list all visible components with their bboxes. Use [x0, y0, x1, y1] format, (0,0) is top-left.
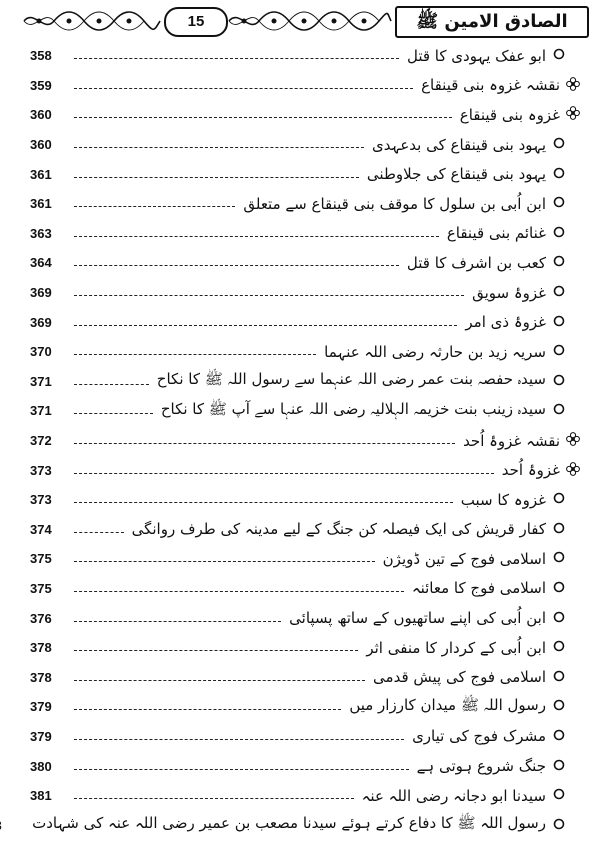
toc-entry-title: نقشہ غزوہ بنی قینقاع [421, 76, 560, 95]
hollow-circle-icon [550, 403, 568, 418]
hollow-circle-icon [550, 759, 568, 774]
toc-entry-title: اسلامی فوج کا معائنہ [411, 579, 546, 598]
toc-row [30, 396, 582, 426]
hollow-circle-icon [550, 670, 568, 685]
toc-entry-title: سریہ زید بن حارثہ رضی اللہ عنہما [324, 342, 546, 361]
toc-row [30, 219, 582, 249]
toc-entry-page: 373 [30, 492, 52, 508]
dotted-leader [74, 709, 341, 710]
toc-entry-title: ابن اُبی کے کردار کا منفی اثر [366, 638, 546, 657]
toc-entry-page: 359 [30, 77, 52, 93]
toc-entry-title: کفار قریش کی ایک فیصلہ کن جنگ کے لیے مدینہ کی طرف روانگی [131, 520, 546, 539]
toc-entry-page: 370 [30, 344, 52, 360]
dotted-leader [74, 147, 364, 148]
hollow-circle-icon [550, 226, 568, 241]
toc-entry-page: 371 [30, 373, 52, 389]
toc-entry-page: 381 [30, 788, 52, 804]
dotted-leader [74, 502, 453, 503]
dotted-leader [74, 295, 464, 296]
hollow-circle-icon [550, 344, 568, 359]
dotted-leader [74, 591, 404, 592]
book-title: الصادق الامین ﷺ [395, 6, 589, 38]
toc-entry-page: 369 [30, 314, 52, 330]
page-header [22, 6, 588, 36]
toc-entry-page: 358 [30, 48, 52, 64]
dotted-leader [74, 413, 153, 414]
dotted-leader [74, 532, 124, 533]
toc-entry-title: یہود بنی قینقاع کی جلاوطنی [366, 165, 546, 184]
hollow-circle-icon [550, 611, 568, 626]
toc-entry-title: سیدنا ابو دجانہ رضی اللہ عنہ [361, 786, 546, 805]
toc-row [30, 662, 582, 692]
toc-row [30, 426, 582, 456]
flower-icon [564, 462, 582, 479]
dotted-leader [74, 798, 354, 799]
hollow-circle-icon [550, 285, 568, 300]
toc-entry-title: غزوہ کا سبب [460, 490, 546, 509]
toc-entry-page: 375 [30, 580, 52, 596]
dotted-leader [74, 473, 494, 474]
hollow-circle-icon [550, 167, 568, 182]
toc-row [30, 810, 582, 840]
toc-entry-title: یہود بنی قینقاع کی بدعہدی [371, 135, 546, 154]
toc-entry-title: مشرک فوج کی تیاری [412, 727, 546, 746]
toc-row [30, 692, 582, 722]
toc-row [30, 455, 582, 485]
toc-row [30, 337, 582, 367]
toc-row [30, 130, 582, 160]
hollow-circle-icon [550, 581, 568, 596]
toc-entry-page [0, 818, 20, 833]
dotted-leader [74, 384, 149, 385]
toc-entry-title: اسلامی فوج کے تین ڈویژن [382, 549, 546, 568]
toc-entry-title: اسلامی فوج کی پیش قدمی [373, 668, 546, 687]
toc-entry-page: 379 [30, 699, 52, 715]
toc-row [30, 633, 582, 663]
toc-row [30, 367, 582, 397]
dotted-leader [74, 443, 455, 444]
toc-entry-title: ابو عفک یہودی کا قتل [406, 46, 546, 65]
flower-icon [564, 432, 582, 449]
toc-entry-title: غنائم بنی قینقاع [446, 224, 546, 243]
toc-row [30, 41, 582, 71]
toc-entry-page: 371 [30, 403, 52, 419]
toc-entry-title: کعب بن اشرف کا قتل [406, 253, 546, 272]
table-of-contents [30, 41, 582, 840]
toc-entry-page: 364 [30, 255, 52, 271]
dotted-leader [74, 561, 375, 562]
hollow-circle-icon [550, 551, 568, 566]
hollow-circle-icon [550, 522, 568, 537]
hollow-circle-icon [550, 196, 568, 211]
toc-row [30, 189, 582, 219]
hollow-circle-icon [550, 255, 568, 270]
hollow-circle-icon [550, 818, 568, 833]
toc-row [30, 722, 582, 752]
toc-entry-page: 372 [30, 433, 52, 449]
toc-entry-page: 379 [30, 728, 52, 744]
dotted-leader [74, 650, 358, 651]
toc-entry-page: 378 [30, 640, 52, 656]
dotted-leader [74, 236, 439, 237]
toc-entry-title: ابن اُبی بن سلول کا موقف بنی قینقاع سے متعلق [243, 194, 546, 213]
toc-entry-page: 361 [30, 196, 52, 212]
hollow-circle-icon [550, 729, 568, 744]
toc-entry-page: 376 [30, 610, 52, 626]
page-number: 15 [164, 7, 228, 37]
dotted-leader [74, 206, 235, 207]
dotted-leader [74, 117, 452, 118]
toc-entry-page: 375 [30, 551, 52, 567]
toc-row [30, 544, 582, 574]
hollow-circle-icon [550, 48, 568, 63]
hollow-circle-icon [550, 492, 568, 507]
hollow-circle-icon [550, 137, 568, 152]
toc-row [30, 574, 582, 604]
hollow-circle-icon [550, 788, 568, 803]
dotted-leader [74, 177, 359, 178]
toc-entry-page: 361 [30, 166, 52, 182]
toc-entry-page: 378 [30, 669, 52, 685]
hollow-circle-icon [550, 699, 568, 714]
hollow-circle-icon [550, 374, 568, 389]
dotted-leader [74, 58, 399, 59]
toc-row [30, 100, 582, 130]
left-ornament-icon [22, 9, 162, 33]
hollow-circle-icon [550, 315, 568, 330]
toc-entry-title: غزوہ بنی قینقاع [459, 105, 560, 124]
dotted-leader [74, 621, 281, 622]
toc-row [30, 248, 582, 278]
toc-entry-title: غزوۂ سویق [472, 283, 546, 302]
toc-entry-title: نقشہ غزوۂ اُحد [463, 431, 560, 450]
dotted-leader [74, 354, 316, 355]
toc-entry-title: ابن اُبی کی اپنے ساتھیوں کے ساتھ پسپائی [289, 609, 546, 628]
toc-row [30, 603, 582, 633]
dotted-leader [74, 325, 457, 326]
toc-entry-title: سیدہ زینب بنت خزیمہ الہلالیہ رضی اللہ عنہا سے آپ ﷺ کا نکاح [160, 399, 546, 418]
toc-row [30, 515, 582, 545]
center-ornament-icon [227, 9, 393, 33]
toc-row [30, 307, 582, 337]
toc-entry-title: غزوۂ ذی امر [465, 313, 546, 332]
toc-entry-page: 360 [30, 107, 52, 123]
flower-icon [564, 77, 582, 94]
dotted-leader [74, 680, 365, 681]
toc-entry-page: 363 [30, 225, 52, 241]
toc-entry-page: 374 [30, 521, 52, 537]
dotted-leader [74, 739, 404, 740]
toc-entry-title: سیدہ حفصہ بنت عمر رضی اللہ عنہما سے رسول اللہ ﷺ کا نکاح [156, 370, 546, 389]
dotted-leader [74, 265, 399, 266]
toc-row [30, 485, 582, 515]
dotted-leader [74, 769, 409, 770]
toc-row [30, 159, 582, 189]
toc-entry-title: رسول اللہ ﷺ کا دفاع کرتے ہوئے سیدنا مصعب بن عمیر رضی اللہ عنہ کی شہادت [32, 814, 546, 833]
toc-row [30, 278, 582, 308]
toc-row [30, 71, 582, 101]
toc-entry-title: رسول اللہ ﷺ میدان کارزار میں [349, 695, 546, 714]
dotted-leader [74, 88, 413, 89]
toc-entry-page: 380 [30, 758, 52, 774]
toc-row [30, 751, 582, 781]
toc-entry-title: جنگ شروع ہوتی ہے [416, 757, 546, 776]
toc-row [30, 781, 582, 811]
toc-entry-title: غزوۂ اُحد [501, 461, 560, 480]
toc-entry-page: 373 [30, 462, 52, 478]
flower-icon [564, 106, 582, 123]
toc-entry-page: 360 [30, 137, 52, 153]
hollow-circle-icon [550, 640, 568, 655]
toc-entry-page: 369 [30, 285, 52, 301]
